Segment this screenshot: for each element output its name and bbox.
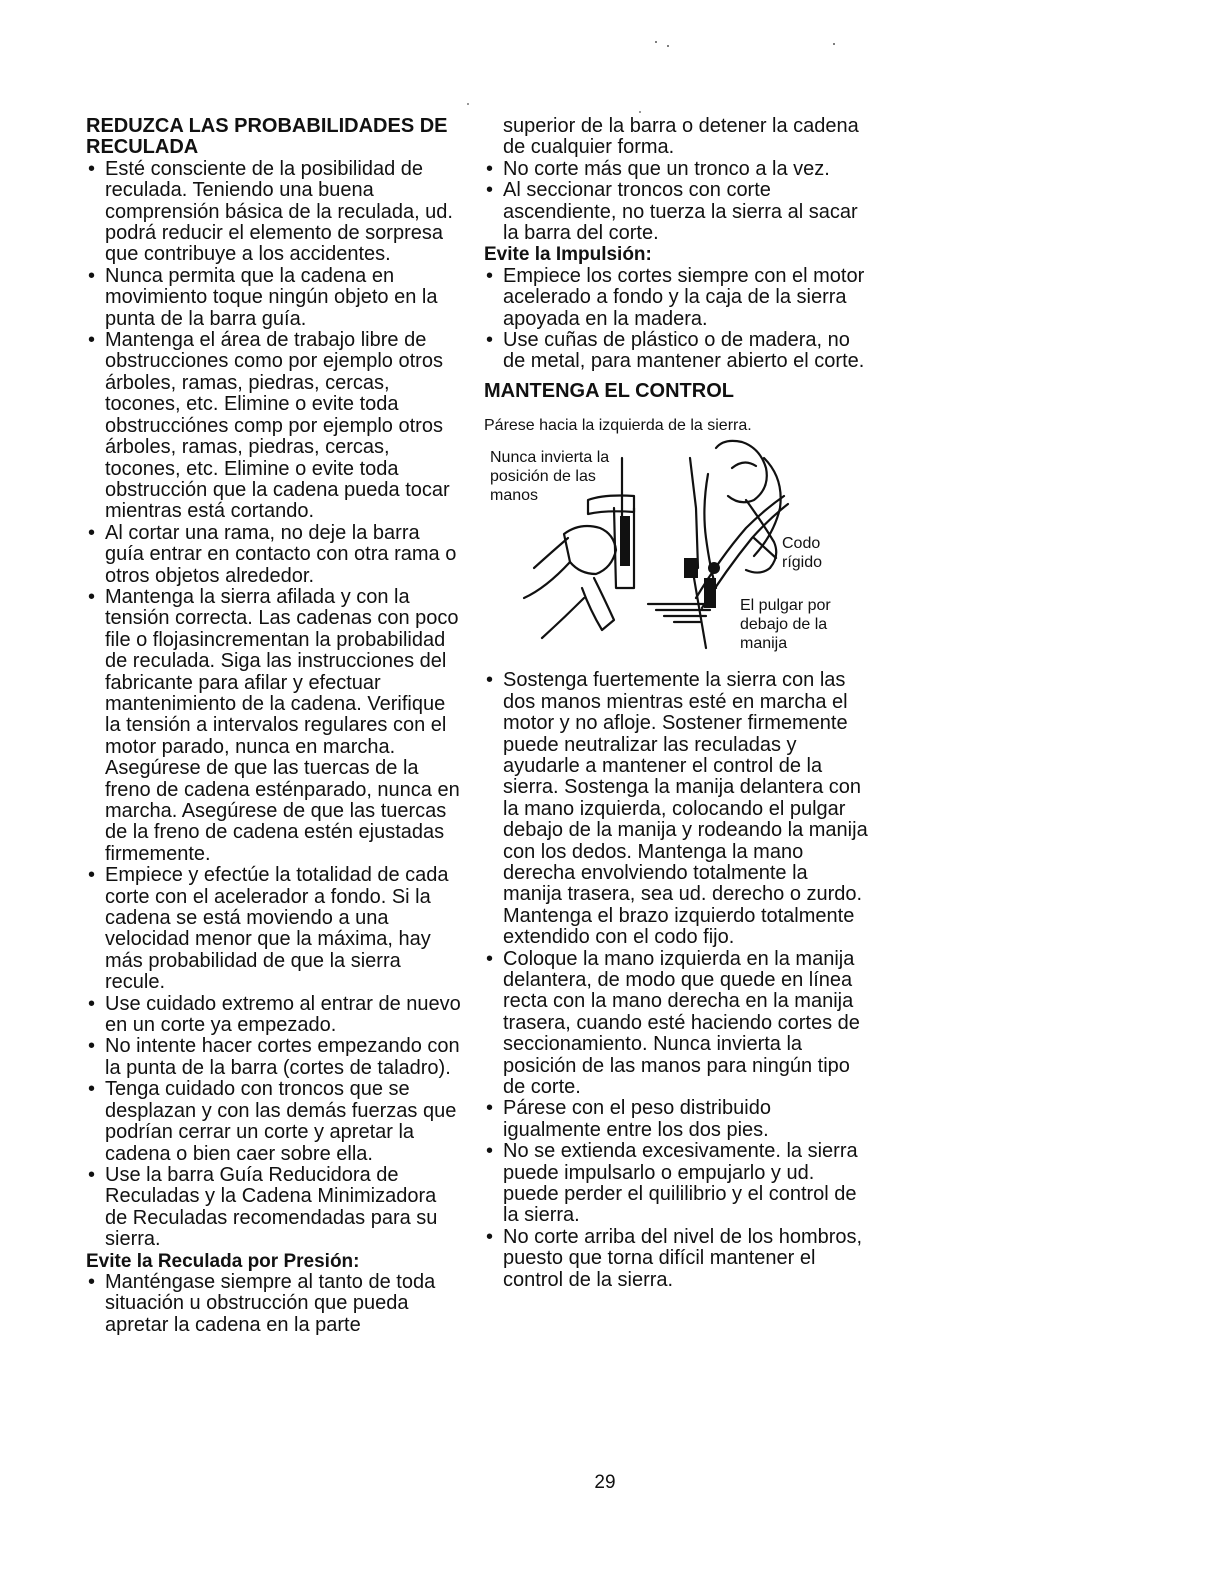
label-thumb-under-handle: El pulgar por debajo de la manija — [740, 597, 831, 653]
list-item: • Manténgase siempre al tanto de toda situación u obstrucción que pueda apretar la cadena en la parte — [86, 1272, 461, 1336]
list-item: • No intente hacer cortes empezando con la punta de la barra (cortes de taladro). — [86, 1036, 461, 1079]
list-item: • Nunca permita que la cadena en movimiento toque ningún objeto en la punta de la barra guía. — [86, 266, 461, 330]
list-item: • Use cuidado extremo al entrar de nuevo en un corte ya empezado. — [86, 994, 461, 1037]
section-heading-reduce-kickback: REDUZCA LAS PROBABILIDADES DE RECULADA — [86, 115, 448, 159]
subheading-impulse: Evite la Impulsión: — [484, 244, 652, 266]
list-item: • Mantenga la sierra afilada y con la tensión correcta. Las cadenas con poco file o flojasincrementan la probabilidad de reculada. Siga las instrucciones del fabricante para afilar y efectuar mantenimiento de la cadena. Verifique la tensión a intervalos regulares con el motor parado, nunca en marcha. Asegúrese de que las tuercas de la freno de cadena esténparado, nunca en marcha. Asegúrese de que las tuercas de la freno de cadena estén ejustadas firmemente. — [86, 587, 461, 865]
list-item: • No se extienda excesivamente. la sierra puede impulsarlo o empujarlo y ud. puede perder el quililibrio y el control de la sierra. — [484, 1141, 869, 1227]
list-item: • Coloque la mano izquierda en la manija delantera, de modo que quede en línea recta con la mano derecha en la manija trasera, cuando esté haciendo cortes de seccionamiento. Nunca invierta la posición de las manos para ningún tipo de corte. — [484, 949, 869, 1099]
list-item: • Al seccionar troncos con corte ascendiente, no tuerza la sierra al sacar la barra del corte. — [484, 180, 869, 244]
label-hands-position: Nunca invierta la posición de las manos — [490, 449, 610, 505]
figure-caption: Párese hacia la izquierda de la sierra. — [484, 417, 752, 435]
list-item: • Use la barra Guía Reducidora de Reculadas y la Cadena Minimizadora de Reculadas recomendadas para su sierra. — [86, 1165, 461, 1251]
section-heading-keep-control: MANTENGA EL CONTROL — [484, 379, 734, 402]
page-number: 29 — [594, 1472, 616, 1493]
list-item: • Sostenga fuertemente la sierra con las dos manos mientras esté en marcha el motor y no afloje. Sostener firmemente puede neutralizar las reculadas y ayudarle a mantener el control de la sierra. Sostenga la manija delantera con la mano izquierda, colocando el pulgar debajo de la manija y rodeando la manija con los dedos. Mantenga la mano derecha envolviendo totalmente la manija trasera, sea ud. derecho o zurdo. Mantenga el brazo izquierdo totalmente extendido con el codo fijo. — [484, 670, 869, 948]
label-rigid-elbow: Codo rígido — [782, 535, 823, 572]
list-item: • No corte arriba del nivel de los hombros, puesto que torna difícil mantener el control de la sierra. — [484, 1227, 869, 1291]
list-item: • Empiece y efectúe la totalidad de cada corte con el acelerador a fondo. Si la cadena se está moviendo a una velocidad menor que la máxima, hay más probabilidad de que la sierra recule. — [86, 865, 461, 993]
pressure-bullet-continuation: superior de la barra o detener la cadena de cualquier forma. — [503, 115, 859, 159]
list-item: • Mantenga el área de trabajo libre de obstrucciones como por ejemplo otros árboles, ramas, piedras, cercas, tocones, etc. Elimine o evite toda obstrucciónes comp por ejemplo otros árboles, ramas, piedras, cercas, tocones, etc. Elimine o evite toda obstrucción que la cadena pueda tocar mientras está cortando. — [86, 330, 461, 523]
list-item: • Use cuñas de plástico o de madera, no de metal, para mantener abierto el corte. — [484, 330, 869, 373]
list-item: • Párese con el peso distribuido igualmente entre los dos pies. — [484, 1098, 869, 1141]
subheading-pressure: Evite la Reculada por Presión: — [86, 1250, 360, 1272]
list-item: • Tenga cuidado con troncos que se desplazan y con las demás fuerzas que podrían cerrar un corte y apretar la cadena o bien caer sobre ella. — [86, 1079, 461, 1165]
list-item: • No corte más que un tronco a la vez. — [484, 159, 869, 180]
list-item: • Esté consciente de la posibilidad de reculada. Teniendo una buena comprensión básica de la reculada, ud. podrá reducir el elemento de sorpresa que contribuye a los accidentes. — [86, 159, 461, 266]
list-item: • Empiece los cortes siempre con el motor acelerado a fondo y la caja de la sierra apoyada en la madera. — [484, 266, 869, 330]
list-item: • Al cortar una rama, no deje la barra guía entrar en contacto con otra rama o otros objetos alrededor. — [86, 523, 461, 587]
